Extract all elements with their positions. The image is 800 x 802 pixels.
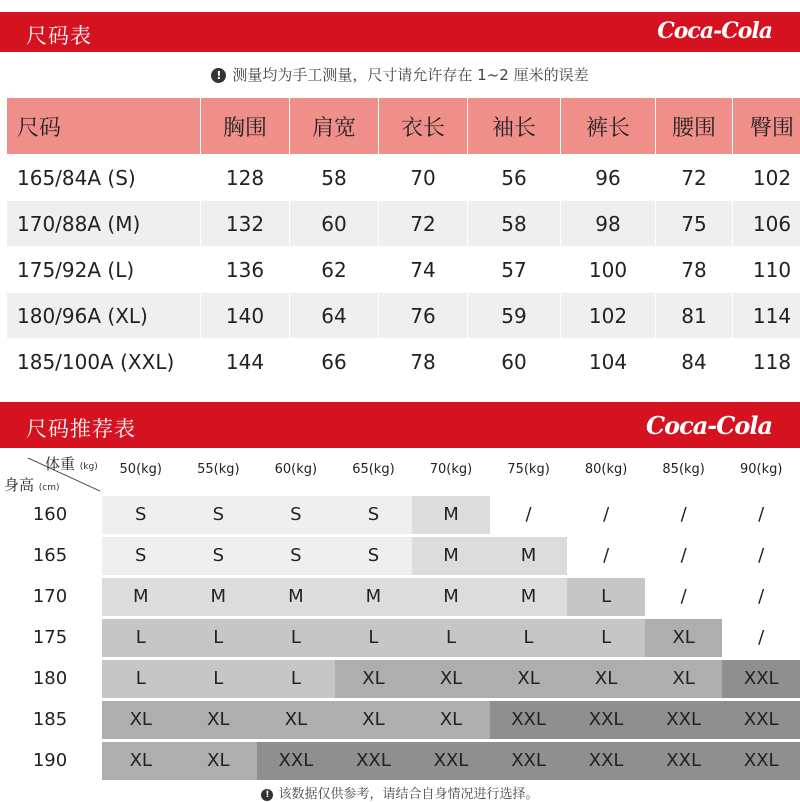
- measurement-cell: 106: [733, 201, 800, 247]
- measurement-cell: 100: [561, 247, 656, 293]
- height-label: 165: [0, 536, 100, 575]
- size-cell: M: [490, 536, 568, 575]
- weight-header: 85(kg): [645, 462, 723, 477]
- size-cell: L: [180, 618, 258, 657]
- measurement-cell: 57: [468, 247, 561, 293]
- size-cell: XL: [180, 700, 258, 739]
- column-header: 胸围: [201, 98, 290, 155]
- measurement-cell: 102: [733, 155, 800, 201]
- size-cell: XXL: [722, 741, 800, 780]
- size-cell: S: [257, 536, 335, 575]
- table-row: [7, 201, 800, 247]
- measurement-cell: 62: [290, 247, 379, 293]
- weight-header: 55(kg): [180, 462, 258, 477]
- column-header: 腰围: [656, 98, 733, 155]
- size-cell: XXL: [645, 741, 723, 780]
- size-cell: L: [102, 659, 180, 698]
- size-cell: L: [102, 618, 180, 657]
- size-label-cell: 165/84A (S): [7, 155, 201, 201]
- size-cell: S: [102, 536, 180, 575]
- measurement-cell: 76: [379, 293, 468, 339]
- column-header: 尺码: [7, 98, 201, 155]
- size-cell: /: [645, 577, 723, 616]
- row-separator: [0, 699, 800, 701]
- size-cell: XL: [102, 700, 180, 739]
- axis-corner: [0, 452, 100, 494]
- size-cell: S: [335, 495, 413, 534]
- recommendation-header: [0, 402, 800, 448]
- recommendation-grid: [102, 495, 800, 782]
- row-separator: [0, 535, 800, 537]
- measurement-cell: 114: [733, 293, 800, 339]
- size-cell: L: [335, 618, 413, 657]
- size-cell: M: [180, 577, 258, 616]
- weight-axis-label: 体重 (kg): [45, 453, 98, 474]
- size-cell: XL: [412, 700, 490, 739]
- size-cell: L: [412, 618, 490, 657]
- size-chart-header: [0, 12, 800, 52]
- measurement-table-header: [7, 98, 800, 155]
- column-header: 衣长: [379, 98, 468, 155]
- measurement-table-body: [7, 155, 800, 385]
- table-row: [7, 339, 800, 385]
- height-label: 185: [0, 700, 100, 739]
- size-cell: XXL: [490, 700, 568, 739]
- size-cell: XXL: [257, 741, 335, 780]
- size-cell: L: [567, 577, 645, 616]
- table-row: [7, 293, 800, 339]
- size-cell: XXL: [490, 741, 568, 780]
- footnote: [0, 783, 800, 802]
- measurement-cell: 96: [561, 155, 656, 201]
- measurement-table: [6, 97, 800, 385]
- size-cell: S: [180, 495, 258, 534]
- size-cell: L: [180, 659, 258, 698]
- measurement-notice: [0, 64, 800, 85]
- size-cell: XL: [257, 700, 335, 739]
- measurement-cell: 56: [468, 155, 561, 201]
- table-row: [7, 155, 800, 201]
- row-separator: [0, 740, 800, 742]
- measurement-cell: 78: [656, 247, 733, 293]
- size-label-cell: 185/100A (XXL): [7, 339, 201, 385]
- size-cell: S: [102, 495, 180, 534]
- size-label-cell: 175/92A (L): [7, 247, 201, 293]
- size-label-cell: 180/96A (XL): [7, 293, 201, 339]
- measurement-cell: 118: [733, 339, 800, 385]
- measurement-cell: 64: [290, 293, 379, 339]
- measurement-cell: 60: [468, 339, 561, 385]
- measurement-cell: 132: [201, 201, 290, 247]
- size-cell: L: [490, 618, 568, 657]
- size-cell: XL: [102, 741, 180, 780]
- weight-header: 90(kg): [722, 462, 800, 477]
- size-cell: M: [412, 536, 490, 575]
- size-cell: S: [180, 536, 258, 575]
- size-cell: M: [257, 577, 335, 616]
- size-cell: /: [722, 618, 800, 657]
- size-cell: XXL: [567, 741, 645, 780]
- footnote-text: 该数据仅供参考，请结合自身情况进行选择。: [278, 787, 538, 802]
- size-cell: /: [722, 495, 800, 534]
- measurement-cell: 102: [561, 293, 656, 339]
- row-separator: [0, 576, 800, 578]
- column-header: 臀围: [733, 98, 800, 155]
- size-cell: XL: [180, 741, 258, 780]
- size-cell: /: [490, 495, 568, 534]
- row-separator: [0, 658, 800, 660]
- height-label: 160: [0, 495, 100, 534]
- weight-header-row: [102, 462, 800, 492]
- measurement-cell: 75: [656, 201, 733, 247]
- height-label: 170: [0, 577, 100, 616]
- measurement-cell: 144: [201, 339, 290, 385]
- size-cell: L: [257, 659, 335, 698]
- size-cell: XL: [490, 659, 568, 698]
- exclamation-icon: !: [261, 789, 273, 801]
- measurement-cell: 98: [561, 201, 656, 247]
- measurement-cell: 84: [656, 339, 733, 385]
- size-cell: L: [257, 618, 335, 657]
- size-cell: XL: [335, 659, 413, 698]
- weight-header: 65(kg): [335, 462, 413, 477]
- size-cell: M: [412, 495, 490, 534]
- height-label: 175: [0, 618, 100, 657]
- measurement-cell: 72: [379, 201, 468, 247]
- size-cell: XL: [645, 618, 723, 657]
- weight-header: 50(kg): [102, 462, 180, 477]
- measurement-cell: 104: [561, 339, 656, 385]
- size-cell: XXL: [722, 659, 800, 698]
- size-cell: /: [567, 536, 645, 575]
- row-separator: [0, 494, 800, 496]
- measurement-cell: 81: [656, 293, 733, 339]
- size-cell: /: [645, 495, 723, 534]
- row-separator: [0, 781, 800, 783]
- weight-header: 70(kg): [412, 462, 490, 477]
- measurement-cell: 74: [379, 247, 468, 293]
- size-cell: /: [645, 536, 723, 575]
- size-cell: XXL: [567, 700, 645, 739]
- size-cell: /: [722, 536, 800, 575]
- size-cell: L: [567, 618, 645, 657]
- size-chart-title: 尺码表: [26, 20, 92, 50]
- measurement-cell: 60: [290, 201, 379, 247]
- height-label: 190: [0, 741, 100, 780]
- weight-header: 80(kg): [567, 462, 645, 477]
- size-cell: XL: [412, 659, 490, 698]
- size-cell: XXL: [335, 741, 413, 780]
- size-cell: XXL: [645, 700, 723, 739]
- size-cell: XXL: [722, 700, 800, 739]
- weight-header: 75(kg): [490, 462, 568, 477]
- row-separator: [0, 617, 800, 619]
- size-cell: M: [335, 577, 413, 616]
- size-cell: XL: [645, 659, 723, 698]
- size-cell: M: [412, 577, 490, 616]
- measurement-cell: 59: [468, 293, 561, 339]
- measurement-cell: 140: [201, 293, 290, 339]
- size-cell: XL: [567, 659, 645, 698]
- size-label-cell: 170/88A (M): [7, 201, 201, 247]
- recommendation-title: 尺码推荐表: [26, 413, 136, 443]
- measurement-cell: 110: [733, 247, 800, 293]
- measurement-cell: 78: [379, 339, 468, 385]
- size-cell: XL: [335, 700, 413, 739]
- column-header: 肩宽: [290, 98, 379, 155]
- size-cell: XXL: [412, 741, 490, 780]
- column-header: 袖长: [468, 98, 561, 155]
- coca-cola-logo: Coca‑Cola: [646, 411, 772, 440]
- measurement-cell: 70: [379, 155, 468, 201]
- height-axis-label: 身高 (cm): [4, 474, 60, 495]
- size-cell: S: [335, 536, 413, 575]
- table-row: [7, 247, 800, 293]
- measurement-cell: 72: [656, 155, 733, 201]
- size-cell: /: [722, 577, 800, 616]
- size-cell: /: [567, 495, 645, 534]
- measurement-cell: 66: [290, 339, 379, 385]
- size-cell: M: [490, 577, 568, 616]
- exclamation-icon: !: [211, 68, 226, 83]
- measurement-cell: 58: [468, 201, 561, 247]
- measurement-notice-text: 测量均为手工测量，尺寸请允许存在 1~2 厘米的误差: [232, 66, 588, 84]
- size-cell: S: [257, 495, 335, 534]
- column-header: 裤长: [561, 98, 656, 155]
- measurement-cell: 136: [201, 247, 290, 293]
- measurement-cell: 58: [290, 155, 379, 201]
- coca-cola-logo: Coca‑Cola: [657, 18, 772, 44]
- measurement-cell: 128: [201, 155, 290, 201]
- height-label: 180: [0, 659, 100, 698]
- weight-header: 60(kg): [257, 462, 335, 477]
- size-cell: M: [102, 577, 180, 616]
